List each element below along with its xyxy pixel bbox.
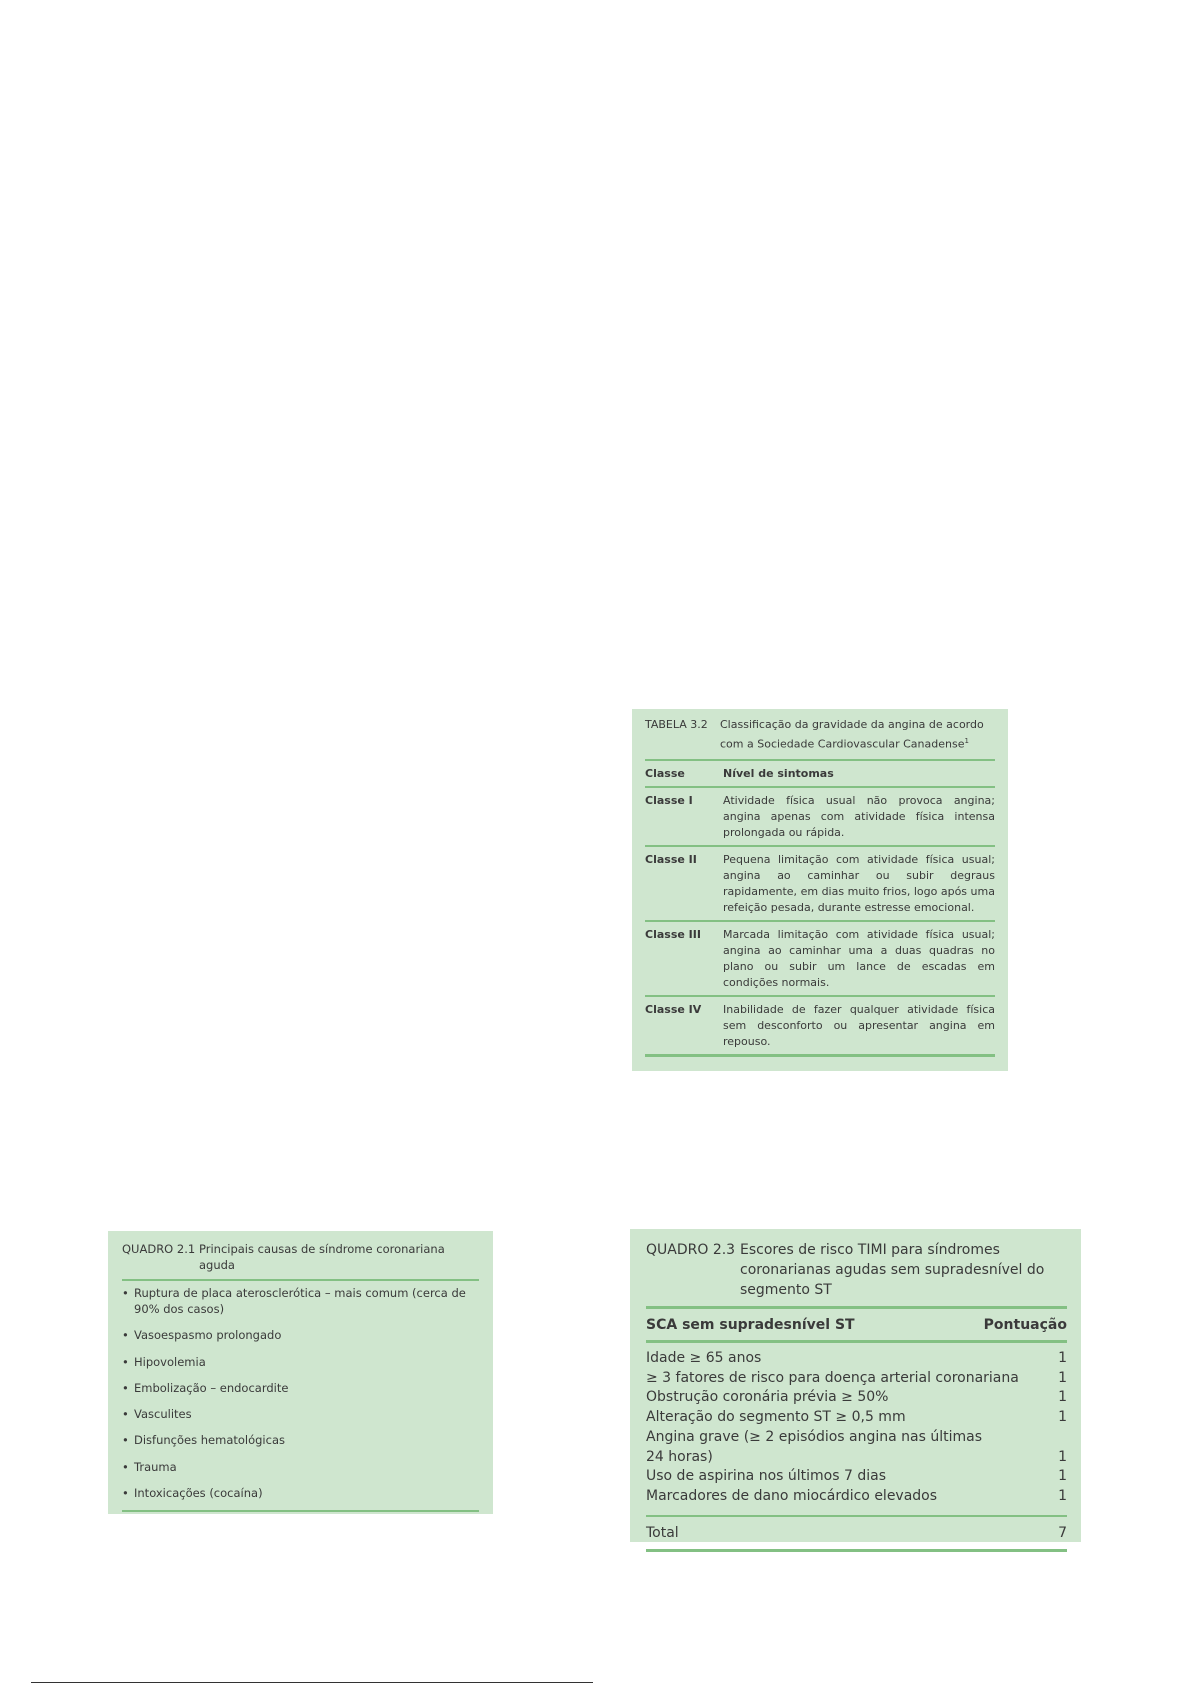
box-label: QUADRO 2.1	[122, 1242, 196, 1256]
header-classe: Classe	[645, 766, 685, 780]
total-row	[646, 1517, 1067, 1549]
box-caption	[122, 1241, 479, 1273]
table-row: Marcadores de dano miocárdico elevados 1	[646, 1487, 1067, 1504]
table-row: Obstrução coronária prévia ≥ 50% 1	[646, 1389, 1067, 1406]
row-sintomas: Marcada limitação com atividade física usual; angina ao caminhar uma a duas quadras no plano ou subir um lance de escadas em condições normais.	[723, 927, 995, 989]
footnote-divider	[31, 1682, 593, 1683]
list-item: • Disfunções hematológicas	[122, 1433, 285, 1448]
bullet-icon: •	[122, 1433, 129, 1448]
table-row: ≥ 3 fatores de risco para doença arterial coronariana 1	[646, 1369, 1067, 1386]
bullet-icon: •	[122, 1459, 129, 1474]
table-row: Alteração do segmento ST ≥ 0,5 mm 1	[646, 1409, 1067, 1426]
table-row	[645, 922, 995, 995]
bullet-icon: •	[122, 1407, 129, 1422]
header-criteria: SCA sem supradesnível ST	[646, 1316, 855, 1333]
total-label: Total	[646, 1524, 679, 1541]
table-row: Angina grave (≥ 2 episódios angina nas últimas	[646, 1428, 983, 1445]
row-sintomas: Inabilidade de fazer qualquer atividade física sem desconforto ou apresentar angina em repouso.	[723, 1002, 995, 1048]
table-row	[645, 997, 995, 1054]
table-header	[646, 1309, 1067, 1340]
list-item: • Embolização – endocardite	[122, 1380, 289, 1395]
list-item: • Vasculites	[122, 1407, 192, 1422]
row-classe: Classe I	[645, 793, 693, 807]
table-row	[645, 847, 995, 920]
tabela-3-2	[632, 709, 1008, 1071]
risk-items	[646, 1343, 1067, 1507]
footnote-mark: 1	[964, 737, 969, 745]
box-title: Principais causas de síndrome coronariana aguda	[199, 1242, 445, 1272]
table-label: TABELA 3.2	[645, 718, 708, 731]
table-caption	[645, 717, 995, 753]
list-item: • Intoxicações (cocaína)	[122, 1486, 263, 1501]
quadro-2-3	[630, 1229, 1081, 1542]
header-sintomas: Nível de sintomas	[723, 766, 834, 780]
bullet-icon: •	[122, 1380, 129, 1395]
list-item: • Vasoespasmo prolongado	[122, 1328, 282, 1343]
header-score: Pontuação	[983, 1316, 1067, 1333]
row-classe: Classe IV	[645, 1002, 702, 1016]
table-row	[645, 788, 995, 845]
table-row: 24 horas) 1	[646, 1448, 1067, 1465]
box-title: Escores de risco TIMI para síndromes coronarianas agudas sem supradesnível do segmento ST	[740, 1242, 1045, 1298]
list-item: • Trauma	[122, 1459, 177, 1474]
bullet-icon: •	[122, 1486, 129, 1501]
list-item: • Ruptura de placa aterosclerótica – mais comum (cerca de 90% dos casos)	[122, 1286, 466, 1316]
causes-list	[122, 1281, 479, 1501]
row-classe: Classe III	[645, 927, 701, 941]
row-classe: Classe II	[645, 852, 697, 866]
bullet-icon: •	[122, 1286, 129, 1300]
table-title: Classificação da gravidade da angina de acordo com a Sociedade Cardiovascular Canadense$^1$	[720, 718, 984, 751]
table-header	[645, 761, 995, 786]
box-label: QUADRO 2.3	[646, 1242, 736, 1258]
table-row: Idade ≥ 65 anos 1	[646, 1350, 1067, 1366]
bullet-icon: •	[122, 1328, 129, 1343]
quadro-2-1	[108, 1231, 493, 1514]
list-item: • Hipovolemia	[122, 1354, 206, 1369]
row-sintomas: Atividade física usual não provoca angina; angina apenas com atividade física intensa prolongada ou rápida.	[723, 793, 995, 839]
bullet-icon: •	[122, 1354, 129, 1369]
row-sintomas: Pequena limitação com atividade física usual; angina ao caminhar ou subir degraus rapidamente, em dias muito frios, logo após uma refeição pesada, durante estresse emocional.	[723, 852, 995, 914]
box-caption	[646, 1240, 1067, 1300]
table-row: Uso de aspirina nos últimos 7 dias 1	[646, 1468, 1067, 1485]
total-value: 7	[1058, 1524, 1067, 1541]
